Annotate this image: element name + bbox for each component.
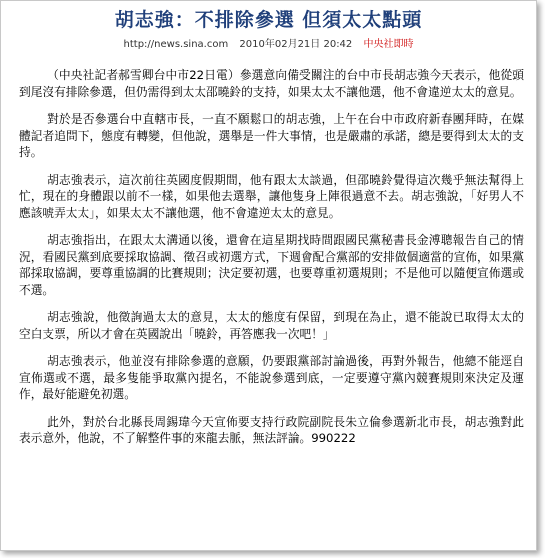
article-paragraph-2: 對於是否參選台中直轄市長，一直不願鬆口的胡志強，上午在台中市政府新春團拜時，在媒體記者追問下，態度有轉變，但他說，選舉是一件大事情，也是嚴肅的承諾，總是要得到太太的支持。 (19, 112, 524, 159)
article-paragraph-7: 此外，對於台北縣長周錫瑋今天宣佈要支持行政院副院長朱立倫參選新北市長，胡志強對此表示意外，他說，不了解整件事的來龍去脈，無法評論。990222 (19, 414, 524, 445)
news-source-label: 中央社即時 (363, 39, 414, 50)
article-paragraph-6: 胡志強表示，他並沒有排除參選的意願，仍要跟黨部討論過後，再對外報告，他總不能逕自宣佈選或不選，最多隻能爭取黨內提名，不能說參選到底，一定要遵守黨內競賽規則來決定及運作，最好能避免初選。 (19, 354, 524, 401)
article-title: 胡志強：不排除參選 但須太太點頭 (114, 9, 423, 31)
article-date: 2010年02月21日 20:42 (239, 39, 353, 50)
article-paragraph-4: 胡志強指出，在跟太太溝通以後，還會在這星期找時間跟國民黨秘書長金溥聰報告自己的情況，看國民黨到底要採取協調、徵召或初選方式，下週會配合黨部的安排做個適當的宣佈，如果黨部採取協調，要尊重協調的比賽規則；決定要初選，也要尊重初選規則；不是他可以隨便宣佈選或不選。 (19, 233, 524, 297)
source-url-link[interactable]: http://news.sina.com (123, 39, 229, 50)
article-paragraph-5: 胡志強說，他徵詢過太太的意見，太太的態度有保留，到現在為止，還不能說已取得太太的空白支票，所以才會在英國說出「曉鈴，再答應我一次吧！」 (19, 310, 524, 341)
article-meta (1, 38, 536, 52)
article-body (1, 67, 536, 447)
article-paragraph-3: 胡志強表示，這次前往英國度假期間，他有跟太太談過，但邵曉鈴覺得這次幾乎無法幫得上忙，現在的身體跟以前不一樣，如果他去選舉，讓他隻身上陣很過意不去。胡志強說，「好男人不應該唬弄太太」，如果太太不讓他選，他不會違逆太太的意見。 (19, 172, 524, 220)
article-paragraph-1: （中央社記者郝雪卿台中市22日電）參選意向備受關注的台中市長胡志強今天表示，他從頭到尾沒有排除參選，但仍需得到太太邵曉鈴的支持，如果太太不讓他選，他不會違逆太太的意見。 (19, 68, 524, 99)
